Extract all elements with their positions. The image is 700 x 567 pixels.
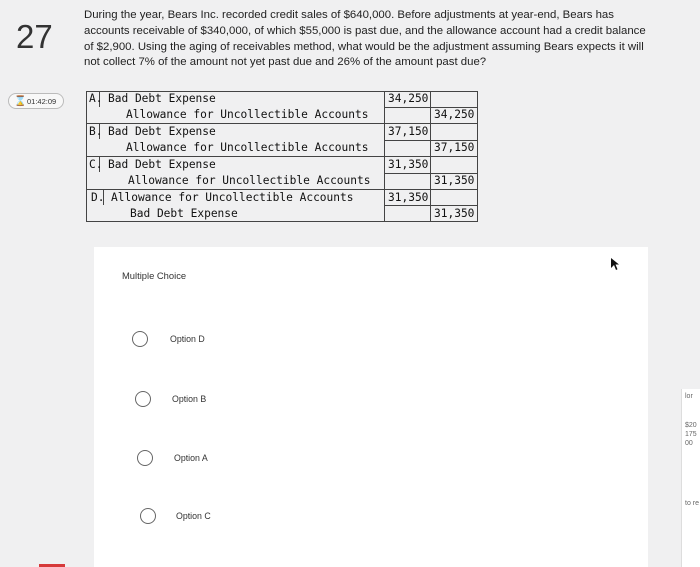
side-text: 175: [685, 431, 697, 438]
timer-badge: [8, 93, 64, 109]
option-d-radio[interactable]: [132, 331, 148, 347]
journal-entries-table: [86, 91, 478, 222]
entry-debit: 37,150: [388, 125, 429, 138]
side-text: lor: [685, 393, 693, 400]
option-b-label[interactable]: Option B: [172, 394, 207, 404]
option-c-label[interactable]: Option C: [176, 511, 211, 521]
entry-account: Allowance for Uncollectible Accounts: [128, 174, 371, 187]
option-c-radio[interactable]: [140, 508, 156, 524]
timer-text: 01:42:09: [27, 97, 57, 106]
entry-marker: A.: [89, 92, 103, 105]
entry-credit: 37,150: [434, 141, 475, 154]
option-b-radio[interactable]: [135, 391, 151, 407]
entry-account: Bad Debt Expense: [108, 158, 216, 171]
option-d[interactable]: [94, 329, 294, 353]
entry-debit: 31,350: [388, 191, 429, 204]
entry-account: Allowance for Uncollectible Accounts: [126, 141, 369, 154]
side-text: 00: [685, 440, 693, 447]
entry-account: Allowance for Uncollectible Accounts: [126, 108, 369, 121]
option-a-label[interactable]: Option A: [174, 453, 208, 463]
side-text: to re: [685, 500, 700, 507]
entry-debit: 34,250: [388, 92, 429, 105]
option-a-radio[interactable]: [137, 450, 153, 466]
multiple-choice-panel: [94, 247, 648, 567]
question-number: 27: [16, 18, 53, 55]
mouse-pointer-icon: [611, 258, 619, 270]
entry-account: Bad Debt Expense: [130, 207, 238, 220]
side-text: $20: [685, 422, 697, 429]
hourglass-icon: ⌛: [14, 96, 27, 107]
entry-credit: 31,350: [434, 174, 475, 187]
option-d-label[interactable]: Option D: [170, 334, 205, 344]
side-panel-edge: [681, 389, 700, 567]
entry-marker: C.: [89, 158, 103, 171]
question-text: During the year, Bears Inc. recorded credit sales of $640,000. Before adjustments at year-end, Bears has accounts receivable of $340,000, of which $55,000 is past due, and the allowance account had a credit balance of $2,900. Using the aging of receivables method, what would be the adjustment assuming Bears expects it will not collect 7% of the amount not yet past due and 26% of the amount past due?: [84, 9, 646, 69]
entry-debit: 31,350: [388, 158, 429, 171]
entry-account: Allowance for Uncollectible Accounts: [111, 191, 354, 204]
option-c[interactable]: [94, 506, 294, 530]
option-a[interactable]: [94, 448, 294, 472]
entry-credit: 34,250: [434, 108, 475, 121]
entry-marker: D.: [91, 191, 105, 204]
entry-marker: B.: [89, 125, 103, 138]
entry-credit: 31,350: [434, 207, 475, 220]
entry-account: Bad Debt Expense: [108, 92, 216, 105]
entry-account: Bad Debt Expense: [108, 125, 216, 138]
multiple-choice-heading: Multiple Choice: [122, 270, 187, 281]
option-b[interactable]: [94, 389, 294, 413]
